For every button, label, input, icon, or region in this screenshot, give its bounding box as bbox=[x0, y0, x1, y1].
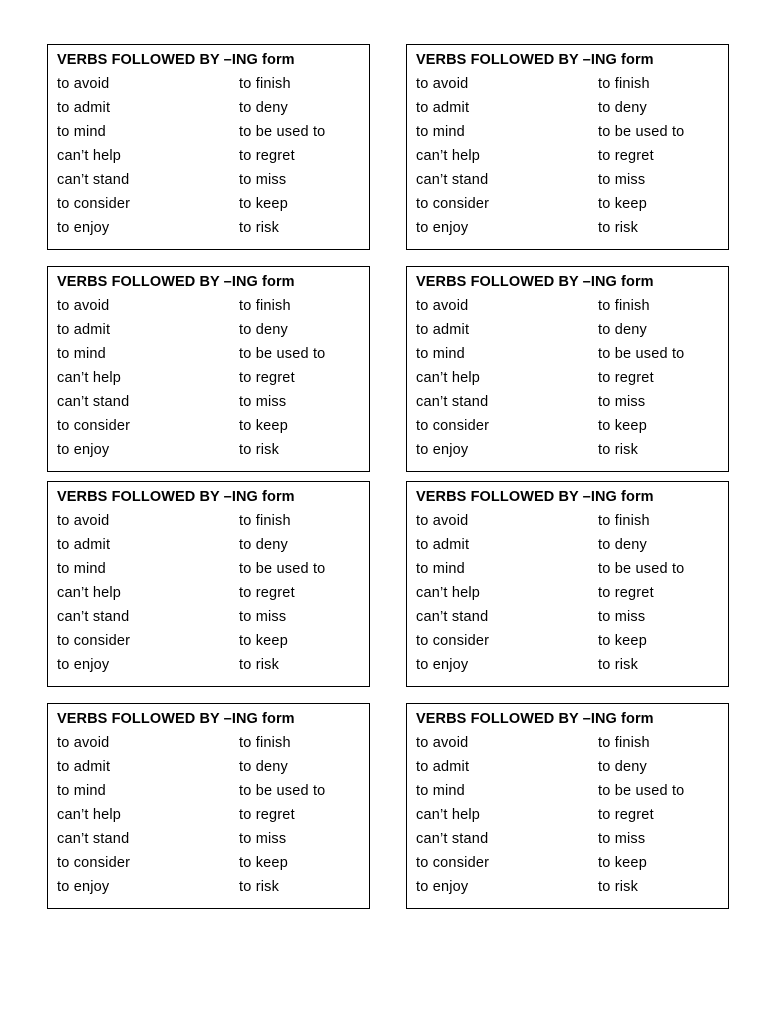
verb-left: to admit bbox=[416, 322, 470, 338]
verb-right: to deny bbox=[239, 100, 288, 116]
card-title: VERBS FOLLOWED BY –ING form bbox=[416, 274, 654, 290]
verb-card bbox=[406, 481, 729, 687]
verb-left: to avoid bbox=[57, 298, 110, 314]
verb-right: to miss bbox=[598, 394, 646, 410]
verb-left: to avoid bbox=[416, 76, 469, 92]
verb-right: to deny bbox=[598, 759, 647, 775]
verb-left: to mind bbox=[57, 346, 106, 362]
verb-left: to consider bbox=[57, 418, 131, 434]
verb-card bbox=[406, 703, 729, 909]
verb-left: to admit bbox=[57, 759, 111, 775]
verb-left: to mind bbox=[57, 124, 106, 140]
verb-left: can’t help bbox=[416, 585, 481, 601]
verb-left: to enjoy bbox=[57, 442, 110, 458]
verb-left: can’t help bbox=[416, 148, 481, 164]
verb-card bbox=[47, 481, 370, 687]
verb-right: to risk bbox=[239, 879, 280, 895]
verb-right: to deny bbox=[598, 322, 647, 338]
verb-card bbox=[406, 44, 729, 250]
verb-left: to consider bbox=[57, 855, 131, 871]
verb-left: can’t stand bbox=[416, 172, 489, 188]
verb-right: to keep bbox=[598, 196, 647, 212]
verb-right: to regret bbox=[598, 807, 654, 823]
verb-right: to be used to bbox=[239, 346, 326, 362]
verb-left: to enjoy bbox=[416, 657, 469, 673]
verb-right: to deny bbox=[598, 537, 647, 553]
verb-left: to admit bbox=[57, 322, 111, 338]
verb-left: to avoid bbox=[416, 513, 469, 529]
verb-right: to miss bbox=[239, 609, 287, 625]
verb-right: to miss bbox=[598, 609, 646, 625]
verb-right: to miss bbox=[239, 394, 287, 410]
verb-left: to avoid bbox=[416, 298, 469, 314]
verb-right: to keep bbox=[239, 633, 288, 649]
verb-right: to risk bbox=[598, 879, 639, 895]
card-title: VERBS FOLLOWED BY –ING form bbox=[57, 274, 295, 290]
verb-left: to admit bbox=[57, 537, 111, 553]
verb-right: to finish bbox=[239, 76, 291, 92]
verb-right: to regret bbox=[598, 370, 654, 386]
verb-right: to risk bbox=[598, 220, 639, 236]
verb-right: to miss bbox=[239, 172, 287, 188]
verb-right: to regret bbox=[239, 807, 295, 823]
card-title: VERBS FOLLOWED BY –ING form bbox=[416, 489, 654, 505]
verb-left: can’t stand bbox=[57, 831, 130, 847]
verb-right: to deny bbox=[239, 759, 288, 775]
card-title: VERBS FOLLOWED BY –ING form bbox=[57, 489, 295, 505]
verb-right: to finish bbox=[239, 298, 291, 314]
verb-left: can’t stand bbox=[416, 831, 489, 847]
verb-right: to deny bbox=[598, 100, 647, 116]
verb-right: to regret bbox=[239, 370, 295, 386]
verb-left: can’t help bbox=[416, 807, 481, 823]
verb-left: to enjoy bbox=[416, 220, 469, 236]
verb-left: to avoid bbox=[57, 513, 110, 529]
verb-left: to avoid bbox=[416, 735, 469, 751]
verb-card bbox=[47, 44, 370, 250]
verb-right: to finish bbox=[598, 76, 650, 92]
verb-right: to risk bbox=[239, 657, 280, 673]
verb-right: to regret bbox=[598, 585, 654, 601]
verb-left: to admit bbox=[416, 759, 470, 775]
verb-right: to keep bbox=[598, 418, 647, 434]
verb-left: to admit bbox=[416, 537, 470, 553]
verb-right: to be used to bbox=[598, 346, 685, 362]
verb-right: to risk bbox=[239, 442, 280, 458]
verb-left: to consider bbox=[57, 196, 131, 212]
verb-right: to finish bbox=[598, 735, 650, 751]
verb-right: to finish bbox=[239, 513, 291, 529]
verb-left: to admit bbox=[416, 100, 470, 116]
verb-left: to enjoy bbox=[416, 442, 469, 458]
verb-right: to deny bbox=[239, 537, 288, 553]
verb-right: to be used to bbox=[239, 561, 326, 577]
verb-right: to finish bbox=[239, 735, 291, 751]
verb-left: to consider bbox=[57, 633, 131, 649]
verb-left: can’t help bbox=[416, 370, 481, 386]
verb-card bbox=[406, 266, 729, 472]
verb-left: to avoid bbox=[57, 76, 110, 92]
verb-left: to mind bbox=[416, 783, 465, 799]
verb-left: to consider bbox=[416, 196, 490, 212]
verb-right: to regret bbox=[239, 585, 295, 601]
verb-card bbox=[47, 266, 370, 472]
verb-left: can’t help bbox=[57, 148, 122, 164]
verb-right: to risk bbox=[598, 442, 639, 458]
verb-right: to finish bbox=[598, 513, 650, 529]
verb-right: to regret bbox=[598, 148, 654, 164]
verb-right: to miss bbox=[239, 831, 287, 847]
verb-left: to consider bbox=[416, 633, 490, 649]
card-title: VERBS FOLLOWED BY –ING form bbox=[57, 711, 295, 727]
verb-left: can’t stand bbox=[57, 394, 130, 410]
verb-card bbox=[47, 703, 370, 909]
verb-right: to keep bbox=[239, 418, 288, 434]
verb-right: to finish bbox=[598, 298, 650, 314]
card-title: VERBS FOLLOWED BY –ING form bbox=[416, 52, 654, 68]
verb-left: to admit bbox=[57, 100, 111, 116]
verb-left: to avoid bbox=[57, 735, 110, 751]
verb-left: to mind bbox=[416, 124, 465, 140]
verb-right: to be used to bbox=[239, 124, 326, 140]
verb-right: to keep bbox=[239, 855, 288, 871]
verb-left: to consider bbox=[416, 855, 490, 871]
verb-left: can’t help bbox=[57, 807, 122, 823]
verb-right: to risk bbox=[598, 657, 639, 673]
verb-left: to consider bbox=[416, 418, 490, 434]
card-title: VERBS FOLLOWED BY –ING form bbox=[416, 711, 654, 727]
verb-right: to miss bbox=[598, 172, 646, 188]
verb-right: to risk bbox=[239, 220, 280, 236]
card-title: VERBS FOLLOWED BY –ING form bbox=[57, 52, 295, 68]
verb-left: can’t help bbox=[57, 370, 122, 386]
verb-left: can’t stand bbox=[416, 609, 489, 625]
verb-left: to enjoy bbox=[57, 220, 110, 236]
verb-left: to mind bbox=[57, 561, 106, 577]
verb-left: to enjoy bbox=[416, 879, 469, 895]
verb-left: can’t stand bbox=[57, 172, 130, 188]
verb-right: to regret bbox=[239, 148, 295, 164]
verb-right: to keep bbox=[598, 633, 647, 649]
verb-left: can’t help bbox=[57, 585, 122, 601]
verb-left: to mind bbox=[416, 561, 465, 577]
verb-right: to miss bbox=[598, 831, 646, 847]
verb-left: to mind bbox=[416, 346, 465, 362]
verb-left: to enjoy bbox=[57, 879, 110, 895]
verb-right: to keep bbox=[239, 196, 288, 212]
verb-right: to deny bbox=[239, 322, 288, 338]
verb-left: to mind bbox=[57, 783, 106, 799]
verb-left: can’t stand bbox=[416, 394, 489, 410]
verb-right: to be used to bbox=[598, 124, 685, 140]
verb-right: to be used to bbox=[239, 783, 326, 799]
verb-left: can’t stand bbox=[57, 609, 130, 625]
verb-right: to keep bbox=[598, 855, 647, 871]
verb-left: to enjoy bbox=[57, 657, 110, 673]
verb-right: to be used to bbox=[598, 561, 685, 577]
verb-right: to be used to bbox=[598, 783, 685, 799]
